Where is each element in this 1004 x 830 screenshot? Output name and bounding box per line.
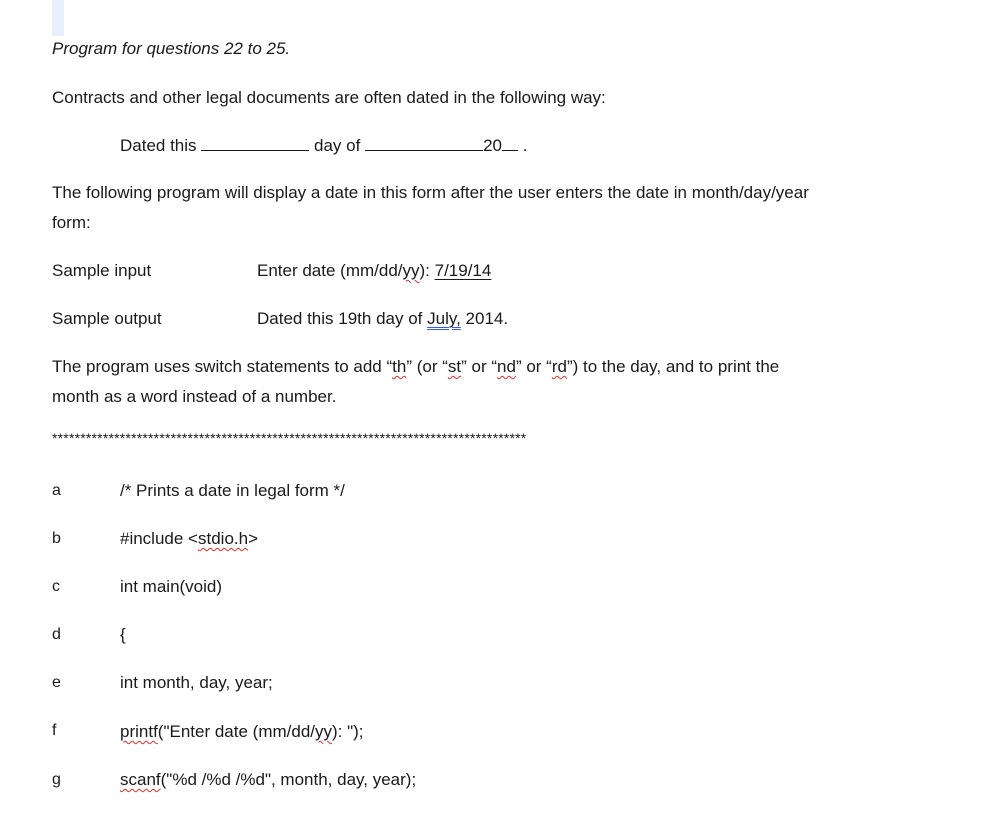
suffix-rd: rd	[551, 357, 567, 376]
switch-text-1: The program uses switch statements to add “	[52, 357, 393, 376]
dated-text-3: 20	[483, 136, 502, 155]
code-b-pre: #include <	[120, 529, 198, 548]
dated-text-1: Dated this	[120, 136, 197, 155]
heading: Program for questions 22 to 25.	[52, 39, 291, 58]
dated-example-line	[120, 134, 527, 157]
sample-input-yy: yy	[402, 261, 420, 280]
blank-day	[201, 134, 309, 151]
suffix-nd: nd	[497, 357, 516, 376]
switch-text-3: ” or “	[461, 357, 498, 376]
text-cursor-highlight	[52, 0, 64, 36]
code-label-f: f	[52, 722, 57, 739]
switch-text-5: ”) to the day, and to print the	[566, 357, 780, 376]
sample-output-text	[257, 308, 508, 330]
code-f-yy: yy	[315, 722, 332, 741]
code-line-b	[120, 529, 258, 549]
sample-output-after: 2014.	[460, 309, 509, 328]
sample-output-before: Dated this 19th day of	[257, 309, 428, 328]
sample-input-text	[257, 260, 491, 282]
sample-input-prompt: Enter date (mm/dd/	[257, 261, 403, 280]
code-f-printf: printf	[120, 722, 158, 741]
sample-input-prompt-end: ):	[419, 261, 435, 280]
code-line-e: int month, day, year;	[120, 673, 273, 692]
blank-month	[365, 134, 483, 151]
dated-text-4: .	[522, 136, 528, 155]
sample-input-value: 7/19/14	[434, 261, 492, 280]
sample-output-label: Sample output	[52, 309, 162, 328]
code-label-b: b	[52, 530, 61, 547]
code-label-e: e	[52, 674, 61, 691]
switch-text-2: ” (or “	[406, 357, 448, 376]
code-f-post: ): ");	[332, 722, 364, 741]
code-line-g	[120, 770, 416, 790]
code-label-c: c	[52, 578, 60, 595]
code-g-post: ("%d /%d /%d", month, day, year);	[160, 770, 417, 789]
switch-description-line-1	[52, 356, 779, 378]
code-line-a: /* Prints a date in legal form */	[120, 481, 345, 500]
code-line-d: {	[120, 625, 126, 644]
code-g-scanf: scanf	[120, 770, 161, 789]
sample-output-month: July,	[427, 309, 461, 328]
code-b-post: >	[248, 529, 259, 548]
code-b-header: stdio.h	[197, 529, 249, 548]
code-line-f	[120, 722, 364, 742]
intro-paragraph: Contracts and other legal documents are often dated in the following way:	[52, 88, 606, 107]
description-line-1: The following program will display a date in this form after the user enters the date in month/day/year	[52, 183, 809, 202]
switch-text-4: ” or “	[515, 357, 552, 376]
suffix-th: th	[392, 357, 407, 376]
code-label-g: g	[52, 771, 61, 788]
separator-line: ************************************************************************************	[52, 430, 527, 446]
code-f-mid: ("Enter date (mm/dd/	[157, 722, 315, 741]
code-line-c: int main(void)	[120, 577, 223, 596]
switch-description-line-2: month as a word instead of a number.	[52, 387, 337, 406]
blank-year	[502, 134, 518, 151]
suffix-st: st	[447, 357, 462, 376]
sample-input-label: Sample input	[52, 261, 152, 280]
description-line-2: form:	[52, 213, 91, 232]
dated-text-2: day of	[314, 136, 361, 155]
code-label-d: d	[52, 626, 61, 643]
code-label-a: a	[52, 482, 61, 499]
